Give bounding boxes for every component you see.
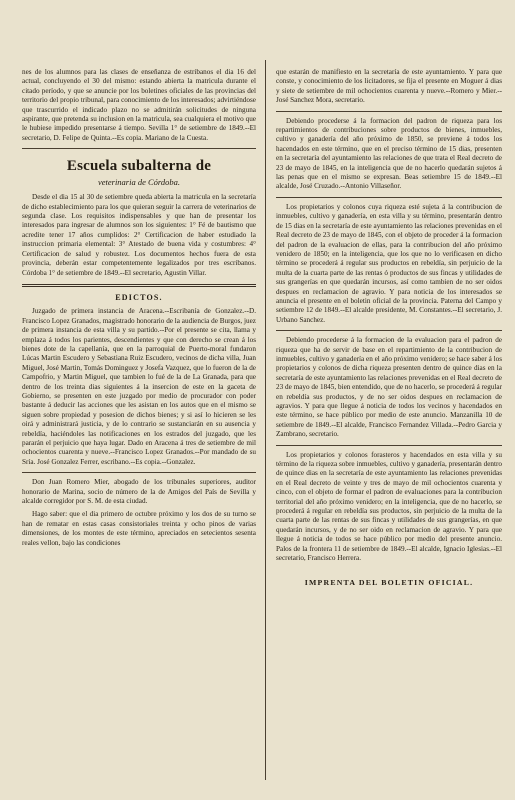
divider: [22, 284, 256, 287]
notice-manzanilla: Debiendo procederse á la formacion de la evaluacion para el padron de riqueza que ha de servir de base en el repartimiento de la contribucion de inmuebles, cultivo y ganadería en el año próximo venidero; se hace saber á los propietarios y colonos de dicha riqueza presenten dentro de quince dias en la secretaría de este ayuntamiento las relaciones prevenidas en el Real decreto de 23 de mayo de 1845, bien entendido, que de no hacerlo, se procederá á regular en rebeldía sus productos, y de no ser oidos despues en reclamacion de agravios. Y para que llegue á noticia de todos los vecinos y hacendados en este término, se hace público por medio de este anuncio. Manzanilla 10 de setiembre de 1849.--El alcalde, Francisco Fernandez Villada.--Pedro Garcia y Zambrano, secretario.: [276, 336, 502, 439]
divider: [276, 330, 502, 331]
section-subtitle: veterinaria de Córdoba.: [97, 177, 181, 188]
notice-paterna: Los propietarios y colonos cuya riqueza esté sujeta á la contribucion de inmuebles, cultivo y ganadería, en esta villa y su término, presentarán dentro de 15 dias en la secretaría de este ayuntamiento las relaciones prevenidas en el Real decreto de 23 de mayo de 1845, con el objeto de proceder á la formacion del padron de la evaluacion de ellas, para la contribucion del año próximo venidero de 1850; en la inteligencia, que los que no lo verificasen en dicho término se procederá á regular sus productos en rebeldía, sin perjuicio de la multa de la cuarta parte de las rentas ó productos de sus fincas y utilidades de sus grangerías en que quedarán incursos, así como tambien de no ser oidos despues en reclamacion de agravio. Y para noticia de los interesados se anuncia el presente en el boletin oficial de la provincia. Paterna del Campo y setiembre 12 de 1849.--El alcalde presidente, M. Constantes.--El secretario, J. Urbano Sanchez.: [276, 202, 502, 324]
left-column: [22, 68, 256, 552]
divider: [276, 197, 502, 198]
column-divider: [265, 60, 266, 780]
divider: [22, 472, 256, 473]
notice-beas: Debiendo procederse á la formacion del padron de riqueza para los repartimientos de contribuciones sobre productos de bienes, inmuebles, cultivo y ganadería del año próximo de 1850, se previene á todos los hacendados en este término, que en el preciso término de 15 dias, presenten en la secretaría del ayuntamiento las relaciones de que trata el Real decreto de 23 de mayo de 1845, en la inteligencia que de no hacerlo quedarán sujetos á las penas que en el mismo se expresan. Beas setiembre 15 de 1849.--El alcalde, José Cruzado.--Antonio Villaseñor.: [276, 116, 502, 191]
section-title: Escuela subalterna de: [66, 158, 212, 175]
edicto-moguer-body: Hago saber: que el dia primero de octubre próximo y los dos de su turno se han de rematar en estas casas consistoriales treinta y ocho pinos de varias dimensiones, de los montes de este término, apreciados en setecientos sesenta reales vellon, bajo las condiciones: [22, 510, 256, 547]
edicto-moguer-intro: Don Juan Romero Mier, abogado de los tribunales superiores, auditor honorario de Marina, socio de número de la de Amigos del País de Sevilla y alcalde corregidor por S. M. de esta ciudad.: [22, 478, 256, 506]
divider: [276, 445, 502, 446]
right-column: [276, 68, 502, 587]
edictos-heading: EDICTOS.: [115, 292, 163, 302]
edicto-aracena: Juzgado de primera instancia de Aracena.--Escribanía de Gonzalez.--D. Francisco Lopez Granados, magistrado honorario de la audiencia de Burgos, juez de primera instancia de esta villa y su partido.--Por el presente se cita, llama y emplaza á todos los parientes, descendientes y que con derecho se crean á los bienes dote de la capellanía, que en la parroquial de Puerto-moral fundaron Lúcas Martin Escudero y Sebastiana Ruiz Escudero, vecinos de dicha villa, Juan Miguel, José Martin, Tomás Dominguez y Josefa Vazquez, que lo fueron de la de Campofrio, y Martin Miguel, que tambien lo fué de la de La Granada, para que dentro de los treinta dias siguientes á la insercion de este en la gaceta de Gobierno, se presenten en este juzgado por medio de procurador con poder bastante á deducir las acciones que les asistan en los autos que en el mismo se siguen sobre propiedad y posesion de dichos bienes; y si así lo hicieren se les oirá y administrará justicia, y de lo contrario se sustanciarán en su ausencia y rebeldía, haciéndoles las notificaciones en los estrados del juzgado, que les pararán el perjuicio que haya lugar. Dado en Aracena á tres de setiembre de mil ochocientos cuarenta y nueve.--Francisco Lopez Granados.--Por mandado de su Sría. José Gonzalez Ferrer, escribano.--Es copia.--Gonzalez.: [22, 307, 256, 466]
notice-veterinaria: Desde el dia 15 al 30 de setiembre queda abierta la matricula en la secretaría de dicho establecimiento para los que quieran seguir la carrera de veterinarios de segunda clase. Los requisitos indispensables y que han de presentar los interesados para ingresar de alumnos son los siguientes: 1° Fé de bautismo que acredite tener 17 años cumplidos: 2° Certificacion de haber estudiado la instruccion primaria elemental: 3° Atestado de buena vida y costumbres: 4° Certificacion de salud y robustez. Los documentos hechos fuera de esta provincia, deberán estar competentemente legalizados por tres escribanos. Córdoba 1° de setiembre de 1849.--El secretario, Agustin Villar.: [22, 193, 256, 277]
imprenta-footer: IMPRENTA DEL BOLETIN OFICIAL.: [304, 577, 474, 587]
notice-escribanos: nes de los alumnos para las clases de enseñanza de estribanos el dia 16 del actual, concluyendo el 30 del mismo: estando abierta la matricula durante el citado período, y que se anuncie por los boletines oficiales de las provincias del territorio del propio tribunal, para conocimiento de los interesados; advirtiéndose que trascurrido el indicado plazo no se admitirán solicitudes de ninguna aspirante, que pretenda su inclusion en la matricula, sea cualquiera el motivo que le hubiese impedido presentarse á tiempo. Sevilla 1° de setiembre de 1849.--El secretario, D. Felipe de Quinta.--Es copia. Mariano de la Cuesta.: [22, 68, 256, 142]
notice-palos: Los propietarios y colonos forasteros y hacendados en esta villa y su término de la riqueza sobre inmuebles, cultivo y ganadería, presentarán dentro de quince dias en la secretaría de este ayuntamiento las relaciones prevenidas en el Real decreto de veinte y tres de mayo de mil ochocientos cuarenta y cinco, con el objeto de formar el padron de evaluaciones para la contribucion territorial del año próximo venidero; en la inteligencia, que de no hacerlo, se procederá á regular en rebeldía sus productos, sin perjuicio de la multa de la cuarta parte de las rentas de sus fincas y utilidades de sus grangerías, en que quedarán incursos, y de no ser oido en reclamacion de agravio. Y para que llegue á noticia de todos se hace público por medio del presente anuncio. Palos de la frontera 11 de setiembre de 1849.--El alcalde, Ignacio Iglesias.--El secretario, Francisco Herrera.: [276, 450, 502, 563]
divider: [22, 148, 256, 149]
divider: [276, 111, 502, 112]
edicto-moguer-end: que estarán de manifiesto en la secretaría de este ayuntamiento. Y para que conste, y conocimiento de los licitadores, se fija el presente en Moguer á dias y siete de setiembre de mil ochocientos cuarenta y nueve.--Romero y Mier.--José Sanchez Mora, secretario.: [276, 68, 502, 105]
